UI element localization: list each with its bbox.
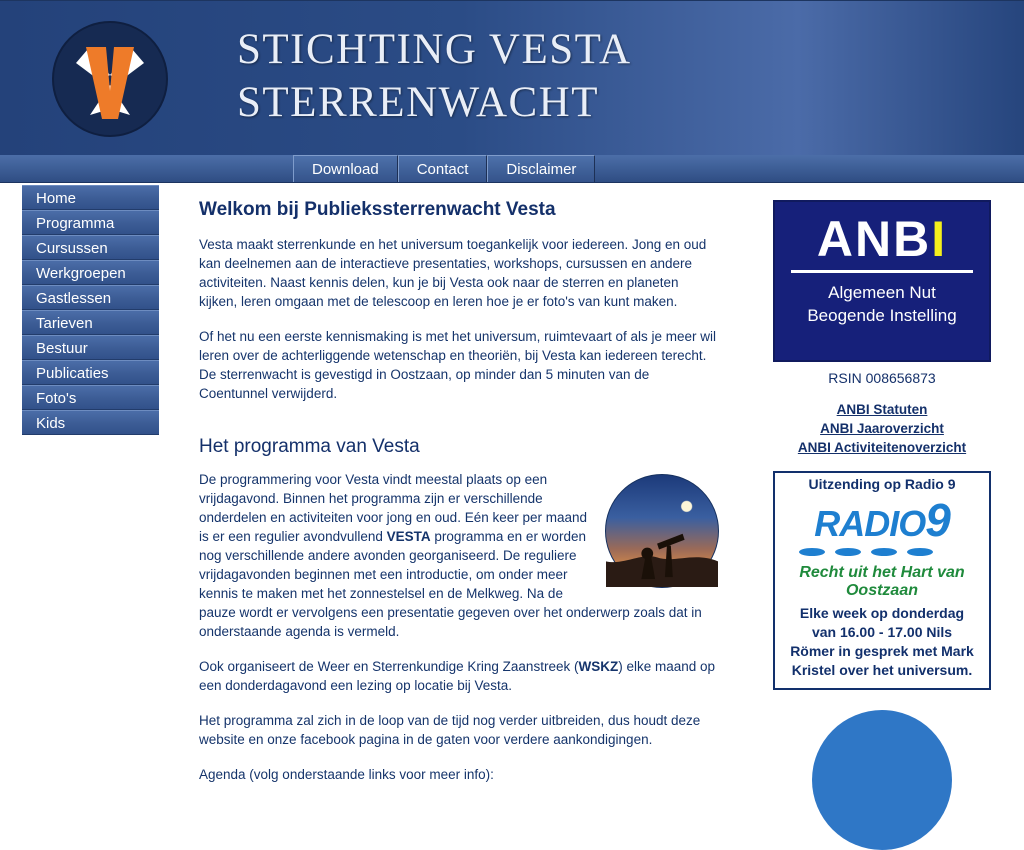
- topnav-item-disclaimer[interactable]: Disclaimer: [487, 155, 595, 182]
- link-anbi-jaaroverzicht[interactable]: ANBI Jaaroverzicht: [820, 421, 944, 436]
- telescope-silhouette-icon: [606, 522, 718, 587]
- anbi-subtitle-line1: Algemeen Nut: [828, 283, 936, 302]
- top-navigation-bar: [0, 155, 1024, 183]
- anbi-subtitle-line2: Beogende Instelling: [807, 306, 957, 325]
- expansion-paragraph: Het programma zal zich in de loop van de tijd nog verder uitbreiden, dus houdt deze website en onze facebook pagina in de gaten voor verdere aankondigingen.: [199, 713, 701, 747]
- anbi-divider: [791, 270, 973, 273]
- programme-heading: Het programma van Vesta: [199, 436, 420, 457]
- anbi-badge[interactable]: [773, 200, 991, 362]
- radio-schedule: [775, 602, 989, 684]
- anbi-subtitle: [775, 281, 989, 327]
- page-title: [237, 23, 632, 129]
- vesta-bold: VESTA: [386, 529, 431, 544]
- sidebar-item-bestuur[interactable]: Bestuur: [22, 335, 159, 360]
- radio-number-nine: 9: [925, 494, 950, 546]
- sidebar-item-fotos[interactable]: Foto's: [22, 385, 159, 410]
- sidebar-navigation: [22, 185, 159, 435]
- radio-word-text: RADIO: [814, 503, 926, 544]
- wskz-text-b: ) elke maand op een donderdagavond een lezing op locatie bij Vesta.: [199, 659, 716, 693]
- sidebar-item-cursussen[interactable]: Cursussen: [22, 235, 159, 260]
- anbi-word-main: ANB: [816, 211, 932, 267]
- sidebar-item-werkgroepen[interactable]: Werkgroepen: [22, 260, 159, 285]
- radio-schedule-line4: Kristel over het universum.: [791, 662, 973, 678]
- topnav-item-download[interactable]: Download: [293, 155, 398, 182]
- anbi-links: [773, 400, 991, 457]
- site-title-line2: STERRENWACHT: [237, 79, 599, 126]
- radio-schedule-line2: van 16.00 - 17.00 Nils: [811, 624, 953, 640]
- sidebar-item-kids[interactable]: Kids: [22, 410, 159, 435]
- radio-schedule-line1: Elke week op donderdag: [799, 605, 965, 621]
- welcome-heading: Welkom bij Publiekssterrenwacht Vesta: [199, 199, 556, 220]
- radio-banner-title: Uitzending op Radio 9: [775, 473, 989, 494]
- sidebar-item-publicaties[interactable]: Publicaties: [22, 360, 159, 385]
- radio-schedule-line3: Römer in gesprek met Mark: [790, 643, 974, 659]
- maltese-cross-icon: [60, 29, 160, 129]
- stargazer-telescope-photo: [605, 474, 719, 588]
- programme-text-b: programma en er worden nog verschillende andere avonden georganiseerd. De reguliere vrijdagavonden beginnen met een introductie, om onder meer kennis te maken met het zonnestelsel en de Melkweg. Na de pauze wordt er vervolgens een presentatie gegeven over het onderwerp zoals dat in onderstaande agenda is vermeld.: [199, 529, 702, 639]
- anbi-word-i: I: [931, 211, 948, 267]
- agenda-paragraph: Agenda (volg onderstaande links voor meer info):: [199, 767, 494, 782]
- site-header: [0, 0, 1024, 155]
- vesta-v-logo-icon: [52, 21, 168, 137]
- decorative-blue-circle: [812, 710, 952, 850]
- top-navigation: [293, 155, 595, 182]
- radio-tagline: Recht uit het Hart van Oostzaan: [799, 564, 965, 599]
- intro-paragraph-2: Of het nu een eerste kennismaking is met het universum, ruimtevaart of als je meer wil leren over de achterliggende wetenschap en theoriën, bij Vesta kan iedereen terecht. De sterrenwacht is gevestigd in Oostzaan, op minder dan 5 minuten van de Coentunnel verwijderd.: [199, 329, 716, 401]
- intro-paragraph-1: Vesta maakt sterrenkunde en het universum toegankelijk voor iedereen. Jong en oud kan deelnemen aan de interactieve presentaties, workshops, cursussen en andere activiteiten. Naast kennis delen, kun je bij Vesta ook naar de sterren en planeten kijken, leren omgaan met de telescoop en leren hoe je er foto's van kunt maken.: [199, 237, 707, 309]
- sidebar-item-tarieven[interactable]: Tarieven: [22, 310, 159, 335]
- wskz-text-a: Ook organiseert de Weer en Sterrenkundige Kring Zaanstreek (: [199, 659, 579, 674]
- right-column: [773, 200, 991, 690]
- wskz-paragraph: [199, 657, 719, 695]
- site-logo[interactable]: [52, 21, 172, 137]
- link-anbi-activiteitenoverzicht[interactable]: ANBI Activiteitenoverzicht: [797, 440, 967, 455]
- topnav-item-contact[interactable]: Contact: [398, 155, 488, 182]
- radio9-logo: [775, 494, 989, 602]
- rsin-number: RSIN 008656873: [828, 370, 936, 386]
- wskz-bold: WSKZ: [578, 659, 619, 674]
- sidebar-item-programma[interactable]: Programma: [22, 210, 159, 235]
- radio9-banner[interactable]: [773, 471, 991, 690]
- radio-wordmark: [775, 494, 989, 544]
- site-title-line1: STICHTING VESTA: [237, 26, 632, 73]
- sidebar-item-gastlessen[interactable]: Gastlessen: [22, 285, 159, 310]
- sidebar-item-home[interactable]: Home: [22, 185, 159, 210]
- radio-wave-icon: [782, 544, 982, 560]
- main-content: [199, 200, 719, 800]
- anbi-wordmark: [775, 202, 989, 268]
- programme-text-a: De programmering voor Vesta vindt meestal plaats op een vrijdagavond. Binnen het programma zijn er verschillende onderdelen en activiteiten voor jong en oud. Eén keer per maand is er een regulier avondvullend: [199, 472, 588, 544]
- link-anbi-statuten[interactable]: ANBI Statuten: [836, 402, 928, 417]
